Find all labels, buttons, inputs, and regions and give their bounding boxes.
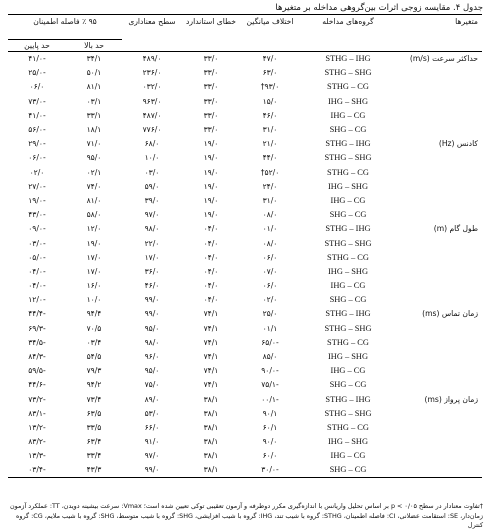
- row-variable: [396, 122, 482, 136]
- table-row: [8, 222, 482, 236]
- row-lower: ۰۲/۰: [29, 167, 45, 177]
- row-group: STHG – IHG: [325, 394, 371, 404]
- row-se: ۳۳/۰: [203, 68, 219, 78]
- row-se: ۰۴/۰: [203, 281, 219, 291]
- row-group: IHG – SHG: [327, 181, 368, 191]
- row-upper: ۷۴/۰: [86, 181, 102, 191]
- row-group: STHG – SHG: [324, 68, 372, 78]
- header-sig: سطح معناداری: [128, 17, 176, 26]
- row-upper: ۱۷/۰: [86, 266, 102, 276]
- row-upper: ۷۱/۰: [86, 139, 102, 149]
- row-sig: ۷۵/۰: [144, 380, 160, 390]
- row-se: ۱۹/۰: [203, 181, 219, 191]
- row-sig: ۲۲/۰: [144, 238, 160, 248]
- row-group: STHG – IHG: [325, 309, 371, 319]
- row-sig: ۴۸۷/۰: [142, 110, 162, 120]
- row-variable: [396, 179, 482, 193]
- header-groups: گروه‌های مداخله: [322, 17, 374, 26]
- row-upper: ۰۳/۴: [86, 337, 102, 347]
- row-variable: [396, 165, 482, 179]
- row-lower: -۴۴/۶: [28, 380, 46, 390]
- row-variable: [396, 349, 482, 363]
- row-upper: ۱۸/۱: [86, 125, 102, 135]
- row-mean-diff: -۰۰/۱: [261, 394, 279, 404]
- row-lower: -۱۲/۰: [28, 295, 46, 305]
- row-mean-diff: -۷۵/۱: [261, 380, 279, 390]
- table-row: [8, 151, 482, 165]
- row-upper: ۶۳/۵: [86, 408, 102, 418]
- row-sig: ۹۷/۰: [144, 210, 160, 220]
- row-se: ۷۴/۱: [203, 309, 219, 319]
- row-upper: ۹۴/۴: [86, 309, 102, 319]
- table-row: [8, 364, 482, 378]
- table-row: [8, 349, 482, 363]
- row-upper: ۹۵/۰: [86, 153, 102, 163]
- row-group: STHG – SHG: [324, 323, 372, 333]
- row-se: ۳۸/۱: [203, 422, 219, 432]
- row-se: ۷۴/۱: [203, 323, 219, 333]
- row-mean-diff: ۴۷/۰: [262, 54, 278, 64]
- row-sig: ۵۳/۰: [144, 408, 160, 418]
- table-row: [8, 137, 482, 151]
- row-upper: ۱۲/۰: [86, 224, 102, 234]
- row-upper: ۸۱/۱: [86, 82, 102, 92]
- table-row: [8, 179, 482, 193]
- row-lower: -۲۵/۰: [28, 68, 46, 78]
- row-se: ۷۴/۱: [203, 380, 219, 390]
- row-lower: -۴۳/۰: [28, 210, 46, 220]
- row-group: STHG – SHG: [324, 238, 372, 248]
- row-sig: ۳۹/۰: [144, 195, 160, 205]
- row-sig: ۴۸۹/۰: [142, 54, 162, 64]
- row-upper: ۳۳/۵: [86, 422, 102, 432]
- row-mean-diff: ۰۶/۰: [262, 252, 278, 262]
- table-row: [8, 165, 482, 179]
- table-row: [8, 66, 482, 80]
- table-row: [8, 307, 482, 321]
- row-mean-diff: ۶۰/۱: [262, 422, 278, 432]
- row-upper: ۵۴/۵: [86, 352, 102, 362]
- row-sig: ۹۶۳/۰: [142, 96, 162, 106]
- row-variable: طول گام (m): [433, 224, 478, 234]
- row-group: SHG – CG: [329, 380, 367, 390]
- row-variable: [396, 236, 482, 250]
- row-upper: ۷۰/۵: [86, 323, 102, 333]
- row-variable: [396, 435, 482, 449]
- row-lower: -۸۳/۲: [28, 437, 46, 447]
- row-group: STHG – IHG: [325, 224, 371, 234]
- row-lower: -۱۳/۲: [28, 422, 46, 432]
- row-sig: ۰۳۲/۰: [142, 82, 162, 92]
- row-variable: [396, 378, 482, 392]
- table-row: [8, 52, 482, 66]
- table-row: [8, 420, 482, 434]
- row-upper: ۹۴/۲: [86, 380, 102, 390]
- row-variable: [396, 364, 482, 378]
- row-se: ۳۸/۱: [203, 465, 219, 475]
- row-variable: [396, 94, 482, 108]
- row-mean-diff: ۱۵/۰: [262, 96, 278, 106]
- row-upper: ۱۶/۰: [86, 281, 102, 291]
- row-mean-diff: ۰۱/۱: [262, 323, 278, 333]
- row-mean-diff: ۰۶/۰: [262, 281, 278, 291]
- row-se: ۰۴/۰: [203, 224, 219, 234]
- row-sig: ۸۹/۰: [144, 394, 160, 404]
- row-se: ۱۹/۰: [203, 210, 219, 220]
- table-row: [8, 193, 482, 207]
- row-mean-diff: ۰۷/۰: [262, 266, 278, 276]
- row-sig: ۹۹/۰: [144, 295, 160, 305]
- footnote: †تفاوت معنادار در سطح ۰/۰۵ > p بر اساس تحلیل واریانس با اندازه‌گیری مکرر دوطرفه و آزمون تعقیبی توکی تعیین شده است؛ Vmax: سرعت بیشینه دویدن، TT: عملکرد آزمون زمان‌دار، SE: استقامت عضلانی، CI: فاصله اطمینان، STHG: گروه با شیب تند، IHG: گروه با شیب افزایشی، SHG: گروه با شیب متوسط، SHG: گروه با شیب ملایم، CG: گروه کنترل: [9, 502, 483, 529]
- row-group: SHG – CG: [329, 210, 367, 220]
- row-lower: -۰۶/۰: [28, 153, 46, 163]
- row-variable: [396, 335, 482, 349]
- row-sig: ۶۶/۰: [144, 422, 160, 432]
- row-se: ۰۴/۰: [203, 252, 219, 262]
- row-se: ۳۸/۱: [203, 408, 219, 418]
- row-sig: ۷۷۶/۰: [142, 125, 162, 135]
- row-lower: -۷۳/۲: [28, 394, 46, 404]
- row-se: ۳۳/۰: [203, 110, 219, 120]
- row-upper: ۷۳/۴: [86, 394, 102, 404]
- row-sig: ۲۳۶/۰: [142, 68, 162, 78]
- row-sig: ۹۷/۰: [144, 451, 160, 461]
- table-row: [8, 321, 482, 335]
- row-variable: [396, 250, 482, 264]
- row-variable: [396, 463, 482, 477]
- row-sig: ۹۸/۰: [144, 337, 160, 347]
- row-mean-diff: ۰۸/۰: [262, 238, 278, 248]
- row-variable: [396, 279, 482, 293]
- row-variable: [396, 406, 482, 420]
- row-group: STHG – CG: [327, 82, 369, 92]
- row-group: STHG – SHG: [324, 153, 372, 163]
- row-se: ۳۸/۱: [203, 451, 219, 461]
- row-lower: -۱۹/۰: [28, 195, 46, 205]
- row-sig: ۶۸/۰: [144, 139, 160, 149]
- row-se: ۱۹/۰: [203, 167, 219, 177]
- row-lower: -۳۴/۵: [28, 337, 46, 347]
- row-mean-diff: ۲۱/۰: [262, 139, 278, 149]
- row-upper: ۱۹/۰: [86, 238, 102, 248]
- row-mean-diff: ۴۶/۰: [262, 110, 278, 120]
- row-upper: ۱۷/۰: [86, 252, 102, 262]
- row-se: ۰۴/۰: [203, 266, 219, 276]
- row-lower: -۸۴/۳: [28, 352, 46, 362]
- row-lower: -۰۳/۰: [28, 238, 46, 248]
- row-se: ۷۴/۱: [203, 366, 219, 376]
- row-upper: ۳۴/۱: [86, 54, 102, 64]
- row-upper: ۷۹/۳: [86, 366, 102, 376]
- row-mean-diff: ۰۲/۰: [262, 295, 278, 305]
- row-variable: [396, 80, 482, 94]
- row-group: STHG – CG: [327, 167, 369, 177]
- row-upper: ۳۳/۴: [86, 451, 102, 461]
- table-row: [8, 208, 482, 222]
- row-mean-diff: ۹۰/۰: [262, 437, 278, 447]
- row-mean-diff: ۹۰/۱: [262, 408, 278, 418]
- row-lower: -۵۹/۵: [28, 366, 46, 376]
- row-sig: ۹۱/۰: [144, 437, 160, 447]
- row-group: IHG – CG: [330, 281, 366, 291]
- row-sig: ۴۶/۰: [144, 281, 160, 291]
- comparison-table: [8, 14, 482, 478]
- row-variable: زمان تماس (ms): [422, 309, 478, 319]
- row-se: ۱۹/۰: [203, 195, 219, 205]
- row-se: ۷۴/۱: [203, 352, 219, 362]
- row-sig: ۰۳/۰: [144, 167, 160, 177]
- row-variable: حداکثر سرعت (m/s): [409, 54, 478, 64]
- table-row: [8, 80, 482, 94]
- row-mean-diff: ۰۸/۰: [262, 210, 278, 220]
- row-group: IHG – CG: [330, 110, 366, 120]
- row-sig: ۹۸/۰: [144, 224, 160, 234]
- row-sig: ۱۷/۰: [144, 252, 160, 262]
- header-lower: حد پایین: [24, 41, 50, 50]
- row-lower: -۰۴/۰: [28, 266, 46, 276]
- row-variable: [396, 321, 482, 335]
- table-row: [8, 108, 482, 122]
- row-se: ۰۴/۰: [203, 295, 219, 305]
- table-row: [8, 236, 482, 250]
- row-upper: ۶۳/۴: [86, 437, 102, 447]
- row-lower: -۰۳/۴: [28, 465, 46, 475]
- row-mean-diff: ۶۰/۰: [262, 451, 278, 461]
- table-row: [8, 406, 482, 420]
- row-group: STHG – CG: [327, 252, 369, 262]
- row-variable: [396, 66, 482, 80]
- table-row: [8, 250, 482, 264]
- row-variable: [396, 449, 482, 463]
- row-variable: [396, 193, 482, 207]
- row-upper: ۴۳/۳: [86, 465, 102, 475]
- row-lower: -۰۴/۰: [28, 281, 46, 291]
- row-group: IHG – SHG: [327, 266, 368, 276]
- row-lower: -۴۱/۰: [28, 110, 46, 120]
- header-se: خطای استاندارد: [186, 17, 236, 26]
- row-group: STHG – IHG: [325, 139, 371, 149]
- row-upper: ۸۱/۰: [86, 195, 102, 205]
- table-row: [8, 94, 482, 108]
- row-sig: ۹۹/۰: [144, 465, 160, 475]
- row-variable: [396, 208, 482, 222]
- table-row: [8, 335, 482, 349]
- table-row: [8, 463, 482, 477]
- row-lower: -۱۳/۳: [28, 451, 46, 461]
- table-row: [8, 378, 482, 392]
- table-row: [8, 293, 482, 307]
- row-se: ۷۴/۱: [203, 337, 219, 347]
- header-ci: ۹۵ ٪ فاصله اطمینان: [8, 15, 122, 40]
- row-group: IHG – SHG: [327, 352, 368, 362]
- row-se: ۳۸/۱: [203, 394, 219, 404]
- table-row: [8, 392, 482, 406]
- row-sig: ۵۹/۰: [144, 181, 160, 191]
- row-group: STHG – CG: [327, 422, 369, 432]
- row-se: ۱۹/۰: [203, 153, 219, 163]
- row-variable: [396, 264, 482, 278]
- row-group: STHG – SHG: [324, 408, 372, 418]
- row-sig: ۳۶/۰: [144, 266, 160, 276]
- table-title: جدول ۴. مقایسه زوجی اثرات بین‌گروهی مداخله بر متغیرها: [275, 3, 483, 13]
- row-se: ۳۸/۱: [203, 437, 219, 447]
- row-se: ۳۳/۰: [203, 125, 219, 135]
- row-mean-diff: ۲۵/۰: [262, 309, 278, 319]
- table-row: [8, 435, 482, 449]
- row-lower: -۲۷/۰: [28, 181, 46, 191]
- row-variable: [396, 108, 482, 122]
- row-group: IHG – CG: [330, 366, 366, 376]
- table-row: [8, 264, 482, 278]
- row-mean-diff: ۲۴/۰: [262, 181, 278, 191]
- row-mean-diff: -۹۰/۰: [261, 366, 279, 376]
- row-upper: ۵۰/۱: [86, 68, 102, 78]
- row-variable: [396, 151, 482, 165]
- row-mean-diff: ۹۳/۰†: [260, 82, 280, 92]
- table-row: [8, 122, 482, 136]
- row-sig: ۹۵/۰: [144, 366, 160, 376]
- row-mean-diff: -۶۵/۰: [261, 337, 279, 347]
- header-upper: حد بالا: [84, 41, 104, 50]
- row-mean-diff: ۶۳/۰: [262, 68, 278, 78]
- row-upper: ۱۰/۰: [86, 295, 102, 305]
- row-lower: -۶۹/۳: [28, 323, 46, 333]
- row-mean-diff: ۵۲/۰†: [260, 167, 280, 177]
- row-mean-diff: ۳۱/۰: [262, 195, 278, 205]
- row-group: IHG – SHG: [327, 437, 368, 447]
- row-upper: ۵۸/۰: [86, 210, 102, 220]
- row-variable: [396, 420, 482, 434]
- header-mean-diff: اختلاف میانگین: [246, 17, 294, 26]
- table-row: [8, 279, 482, 293]
- row-sig: ۱۰/۰: [144, 153, 160, 163]
- row-variable: زمان پرواز (ms): [424, 394, 478, 404]
- row-se: ۳۳/۰: [203, 82, 219, 92]
- row-lower: -۲۹/۰: [28, 139, 46, 149]
- row-se: ۱۹/۰: [203, 139, 219, 149]
- row-group: IHG – SHG: [327, 96, 368, 106]
- row-group: SHG – CG: [329, 295, 367, 305]
- row-mean-diff: ۴۴/۰: [262, 153, 278, 163]
- row-lower: -۷۳/۰: [28, 96, 46, 106]
- row-lower: -۴۴/۴: [28, 309, 46, 319]
- row-upper: ۰۲/۱: [86, 167, 102, 177]
- row-lower: -۵۶/۰: [28, 125, 46, 135]
- row-group: SHG – CG: [329, 465, 367, 475]
- row-mean-diff: -۳۰/۰: [261, 465, 279, 475]
- row-variable: کادنس (Hz): [438, 139, 478, 149]
- header-variable: متغیرها: [455, 17, 478, 26]
- row-se: ۰۴/۰: [203, 238, 219, 248]
- row-sig: ۹۹/۰: [144, 309, 160, 319]
- row-group: IHG – CG: [330, 451, 366, 461]
- row-group: STHG – CG: [327, 337, 369, 347]
- row-lower: -۰۵/۰: [28, 252, 46, 262]
- row-se: ۳۳/۰: [203, 96, 219, 106]
- row-group: SHG – CG: [329, 125, 367, 135]
- row-mean-diff: ۳۱/۰: [262, 125, 278, 135]
- row-sig: ۹۶/۰: [144, 352, 160, 362]
- row-lower: -۸۳/۱: [28, 408, 46, 418]
- row-group: IHG – CG: [330, 195, 366, 205]
- row-upper: ۰۳/۱: [86, 96, 102, 106]
- row-mean-diff: ۸۵/۰: [262, 352, 278, 362]
- row-lower: -۰۹/۰: [28, 224, 46, 234]
- row-upper: ۳۳/۱: [86, 110, 102, 120]
- table-body: [8, 52, 482, 478]
- row-se: ۳۳/۰: [203, 54, 219, 64]
- row-mean-diff: ۰۱/۰: [262, 224, 278, 234]
- row-lower: ۰۶/۰: [29, 82, 45, 92]
- row-sig: ۹۵/۰: [144, 323, 160, 333]
- row-group: STHG – IHG: [325, 54, 371, 64]
- row-variable: [396, 293, 482, 307]
- row-lower: -۴۱/۰: [28, 54, 46, 64]
- table-row: [8, 449, 482, 463]
